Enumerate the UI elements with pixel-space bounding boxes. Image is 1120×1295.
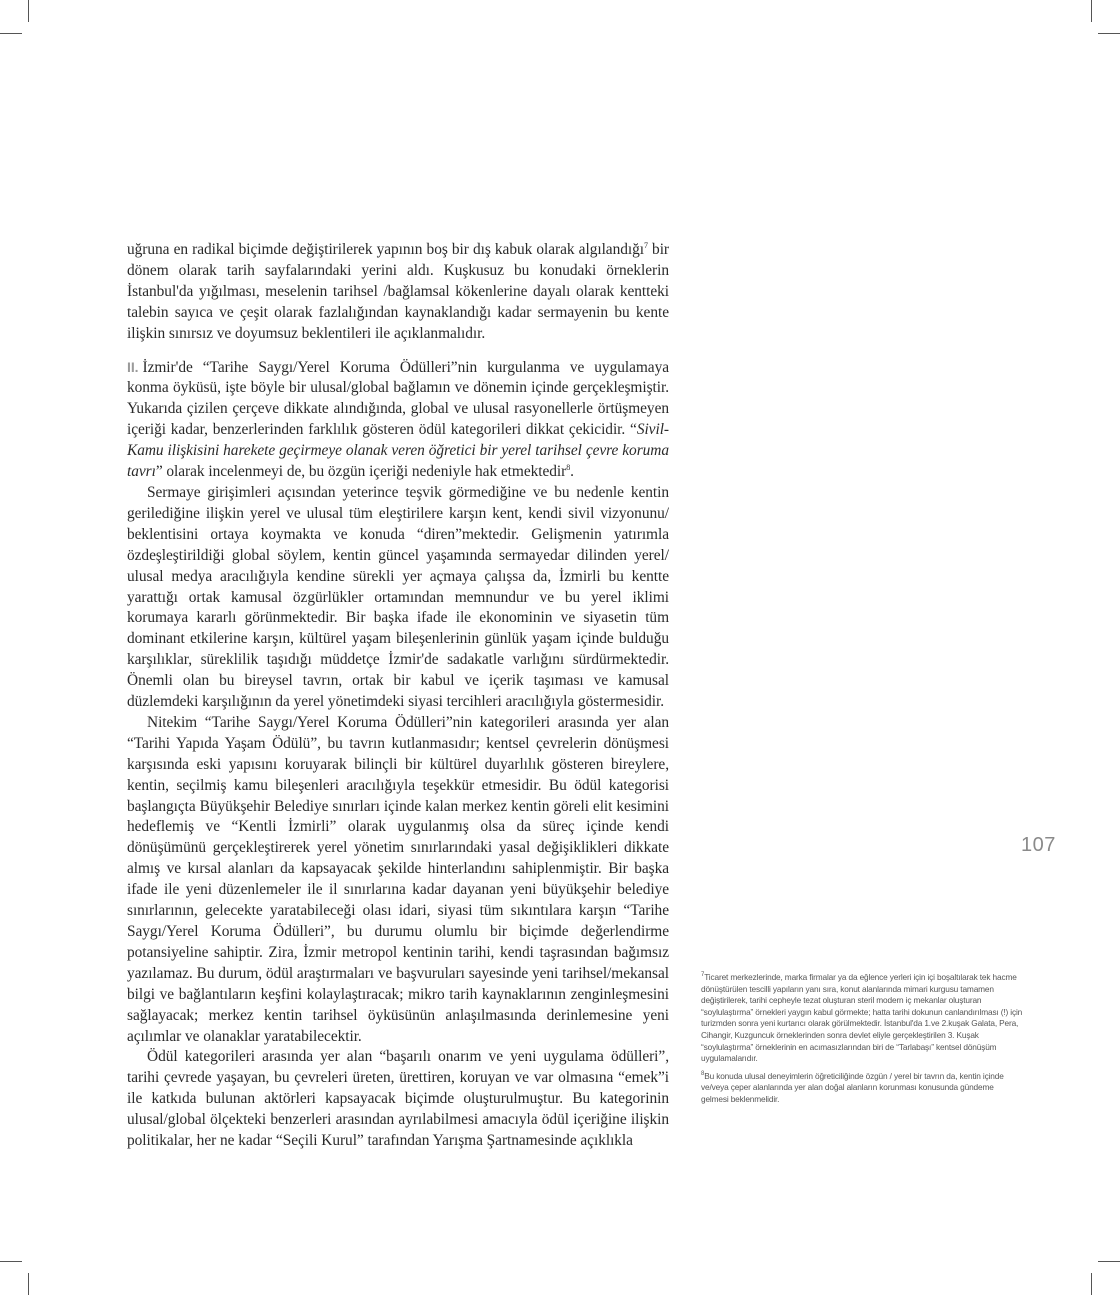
paragraph-4: Nitekim “Tarihe Saygı/Yerel Koruma Ödülleri”nin kategorileri arasında yer alan “Tarihi Yapıda Yaşam Ödülü”, bu tavrın kutlanmasıdır; kentsel çevrelerin dönüşmesi karşısında eski yapısını koruyarak bilinçli bir kültürel duyarlılık gösteren bireylere, kentin, seçilmiş kamu bileşenleri aracılığıyla teşekkür etmesidir. Bu ödül kategorisi başlangıçta Büyükşehir Belediye sınırları içinde kalan merkez kentin göreli elit kesimini hedeflemiş ve “Kentli İzmirli” olarak uygulanmış olsa da süreç içinde kendi dönüşümünü gerçekleştirerek yerel yönetim sınırlarındaki yasal değişiklikleri dikkate almış ve kırsal alanları da kapsayacak şekilde hinterlandını sahiplenmiştir. Bir başka ifade ile yeni düzenlemeler ile il sınırlarına kadar dayanan yeni büyükşehir belediye sınırlarının, gelecekte yaratabileceği olası idari, siyasi tüm sıkıntılara karşın “Tarihe Saygı/Yerel Koruma Ödülleri”, bu durumu olumlu bir biçimde değerlendirme potansiyeline sahiptir. Zira, İzmir metropol kentinin tarihi, kendi taşrasından bağımsız yazılamaz. Bu durum, ödül araştırmaları ve başvuruları sayesinde yeni tarihsel/mekansal bilgi ve bağlantıların keşfini kolaylaştıracak; mikro tarih kaynaklarının zenginleşmesini sağlayacak; merkez kentin tarihsel öyküsünün anlaşılmasında derinlemesine yeni açılımlar ve olanaklar yaratabilecektir.	[127, 713, 669, 1045]
paragraph-1-text: uğruna en radikal biçimde değiştirilerek yapının boş bir dış kabuk olarak algılandığı	[127, 241, 644, 258]
paragraph-5: Ödül kategorileri arasında yer alan “başarılı onarım ve yeni uygulama ödülleri”, tarihi çevrede yaşayan, bu çevreleri üreten, ürettiren, koruyan ve var olmasına “emek”i ile katkıda bulunan aktörleri kapsayacak biçimde oluşturulmuştur. Bu kategorinin ulusal/global ölçekteki benzerleri arasından ayrılabilmesi amacıyla ödül içeriğine ilişkin politikalar, her ne kadar “Seçili Kurul” tarafından Yarışma Şartnamesinde açıklıkla	[127, 1048, 669, 1150]
crop-mark-bottom-right	[1091, 1273, 1092, 1295]
footnotes	[701, 972, 1023, 1112]
footnote-7-text: Ticaret merkezlerinde, marka firmalar ya da eğlence yerleri için içi boşaltılarak tek hacme dönüştürülen tescilli yapıların yanı sıra, konut alanlarında mimari kurgusu tamamen değiştirilerek, tarihi cepheyle tezat oluşturan steril modern iç mekanlar oluşturan “soylulaştırma” örnekleri yaygın kabul görmekte; hatta tarihi dokunun canlandırılması (!) için turizmden sonra yeni kurtarıcı olarak görülmektedir. İstanbul'da 1.ve 2.kuşak Galata, Pera, Cihangir, Kuzguncuk örneklerinden sonra devlet eliyle gerçekleştirilen 3. Kuşak “soylulaştırma” örneklerinin en acımasızlarından biri de “Tarlabaşı” kentsel dönüşüm uygulamalarıdır.	[701, 972, 1023, 1064]
crop-mark-bottom-left	[28, 1273, 29, 1295]
crop-mark-top-right	[1091, 0, 1092, 22]
footnote-ref-8[interactable]: 8	[566, 462, 571, 472]
footnote-8-text: Bu konuda ulusal deneyimlerin öğreticiliğinde özgün / yerel bir tavrın da, kentin içinde ve/veya çeper alanlarında yer alan doğal alanların korunması konusunda gündeme gelmesi beklenmelidir.	[701, 1070, 1004, 1104]
paragraph-2-end: .	[570, 463, 574, 481]
crop-mark-top-left-h	[0, 33, 22, 34]
footnote-ref-7[interactable]: 7	[643, 240, 648, 250]
paragraph-1	[127, 240, 669, 345]
footnote-8-number: 8	[701, 1070, 705, 1077]
paragraph-2-text-b: ” olarak incelenmeyi de, bu özgün içeriği nedeniyle hak etmektedir	[155, 463, 567, 481]
paragraph-2-text-a: İzmir'de “Tarihe Saygı/Yerel Koruma Ödülleri”nin kurgulanma ve uygulamaya konma öyküsü, işte böyle bir ulusal/global bağlamın ve dönemin içinde gerçekleşmiştir. Yukarıda çizilen çerçeve dikkate alındığında, global ve ulusal rasyonellerle örtüşmeyen içeriği kadar, benzerlerinden farklılık gösteren ödül kategorileri dikkat çekicidir. “	[127, 358, 669, 439]
page-number: 107	[1021, 834, 1056, 856]
paragraph-3: Sermaye girişimleri açısından yeterince teşvik görmediğine ve bu nedenle kentin gerilediğine ilişkin yerel ve ulusal tüm eleştirilere karşın kent, kendi sivil vizyonunu/ beklentisini ortaya koymakta ve konuda “diren”mektedir. Gelişmenin yatırımla özdeşleştirildiği global söylem, kentin güncel yaşamında sermayedar dilinden yerel/ ulusal medya aracılığıyla kendine sürekli yer açmaya çalışsa da, İzmirli bu kentte yarattığı ortak kamusal özgürlükler ortamından memnundur ve bu yerel iklimi korumaya kararlı görünmektedir. Bir başka ifade ile ekonominin ve siyasetin tüm dominant etkilerine karşın, kültürel yaşam bileşenlerinin günlük yaşam içinde bulduğu karşılıklar, süreklilik taşıdığı müddetçe İzmir'de sadakatle varlığını sürdürmektedir. Önemli olan bu bireysel tavrın, ortak bir kabul ve içerik taşıması ve kamusal düzlemdeki karşılığının da yerel yönetimdeki siyasi tercihleri aracılığıyla göstermesidir.	[127, 483, 669, 711]
crop-mark-top-right-h	[1098, 33, 1120, 34]
crop-mark-top-left	[28, 0, 29, 22]
footnote-7-number: 7	[701, 972, 705, 979]
paragraph-2-italic: Sivil-Kamu ilişkisini harekete geçirmeye olanak veren öğretici bir yerel tarihsel çevre koruma tavrı	[127, 421, 669, 481]
paragraph-1-rest: bir dönem olarak tarih sayfalarındaki yerini aldı. Kuşkusuz bu konudaki örneklerin İstanbul'da yığılması, meselenin tarihsel /bağlamsal kökenlerine dayalı olarak kentteki talebin sayıca ve çeşit olarak fazlalığından kaynaklandığı kadar sermayenin bu kente ilişkin sınırsız ve doyumsuz beklentileri ile açıklanmalıdır.	[127, 241, 669, 342]
footnote-7	[701, 972, 1023, 1065]
crop-mark-bottom-right-h	[1098, 1261, 1120, 1262]
section-number: II.	[127, 358, 139, 375]
paragraph-2	[127, 357, 669, 483]
body-text	[127, 240, 669, 1152]
crop-mark-bottom-left-h	[0, 1261, 22, 1262]
footnote-8	[701, 1071, 1023, 1106]
